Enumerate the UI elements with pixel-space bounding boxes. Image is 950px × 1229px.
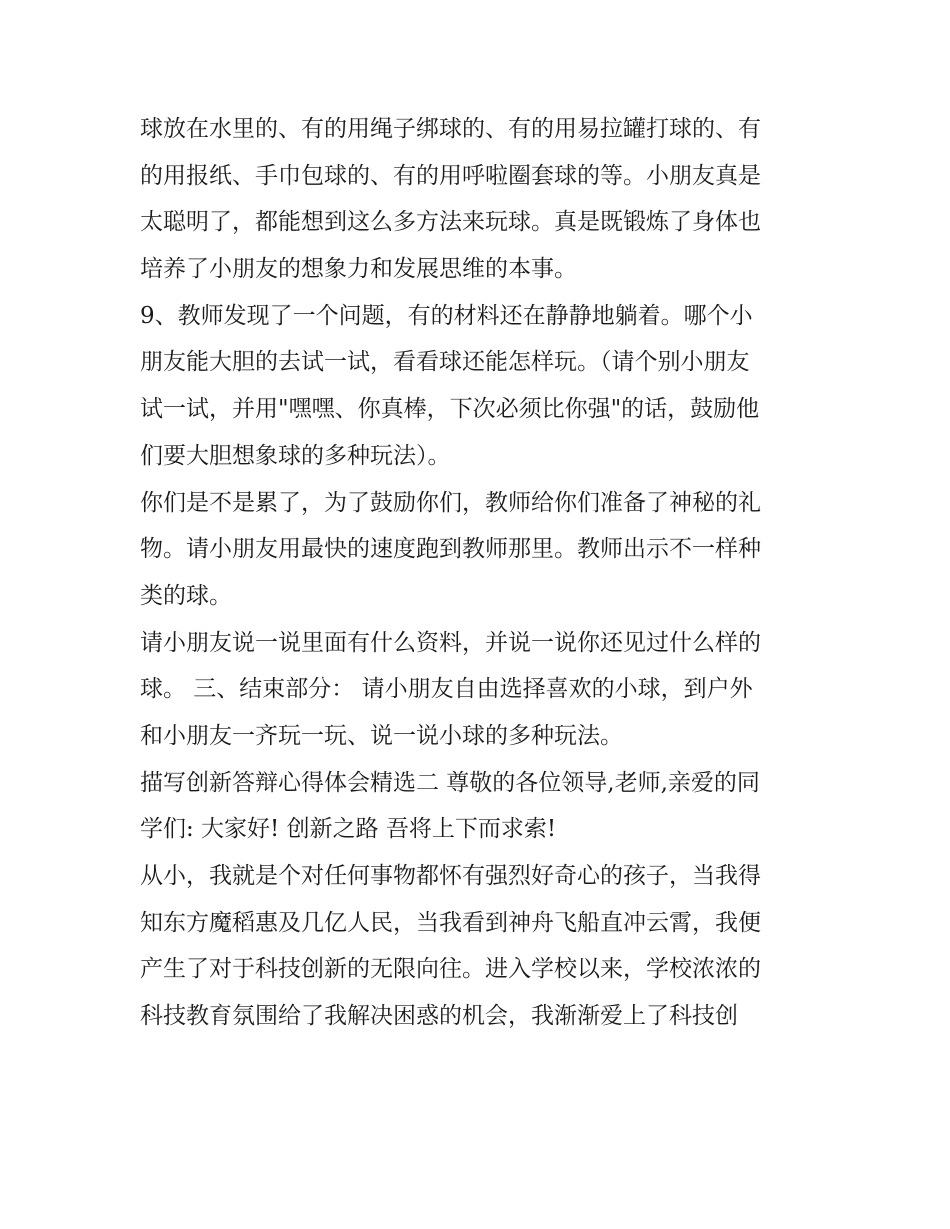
text-line: 们要大胆想象球的多种玩法）。 xyxy=(140,442,451,469)
text-line: 球放在水里的、有的用绳子绑球的、有的用易拉罐打球的、有 xyxy=(140,116,761,142)
text-line: 9、教师发现了一个问题，有的材料还在静静地躺着。哪个小 xyxy=(140,302,753,329)
text-line: 的用报纸、手巾包球的、有的用呼啦圈套球的等。小朋友真是 xyxy=(140,162,761,189)
text-line: 你们是不是累了，为了鼓励你们，教师给你们准备了神秘的礼 xyxy=(140,489,761,516)
text-line: 描写创新答辩心得体会精选二 尊敬的各位领导,老师,亲爱的同 xyxy=(140,769,760,796)
text-line: 朋友能大胆的去试一试，看看球还能怎样玩。（请个别小朋友 xyxy=(140,349,750,376)
text-line: 科技教育氛围给了我解决困惑的机会，我渐渐爱上了科技创 xyxy=(140,1003,738,1030)
text-line: 学们: 大家好! 创新之路 吾将上下而求索! xyxy=(140,816,557,843)
text-line: 培养了小朋友的想象力和发展思维的本事。 xyxy=(140,256,577,283)
text-line: 物。请小朋友用最快的速度跑到教师那里。教师出示不一样种 xyxy=(140,536,761,563)
text-line: 和小朋友一齐玩一玩、说一说小球的多种玩法。 xyxy=(140,722,623,749)
text-line: 产生了对于科技创新的无限向往。进入学校以来，学校浓浓的 xyxy=(140,956,761,983)
text-line: 类的球。 xyxy=(140,582,232,609)
text-line: 太聪明了，都能想到这么多方法来玩球。真是既锻炼了身体也 xyxy=(140,209,761,236)
text-line: 从小，我就是个对任何事物都怀有强烈好奇心的孩子，当我得 xyxy=(140,863,761,889)
text-line: 试一试，并用"嘿嘿、你真棒，下次必须比你强"的话，鼓励他 xyxy=(140,396,760,423)
text-line: 知东方魔稻惠及几亿人民，当我看到神舟飞船直冲云霄，我便 xyxy=(140,909,761,936)
text-line: 请小朋友说一说里面有什么资料，并说一说你还见过什么样的 xyxy=(140,629,761,656)
text-line: 球。 三、结束部分： 请小朋友自由选择喜欢的小球，到户外 xyxy=(140,676,753,703)
document-body xyxy=(140,106,812,1040)
